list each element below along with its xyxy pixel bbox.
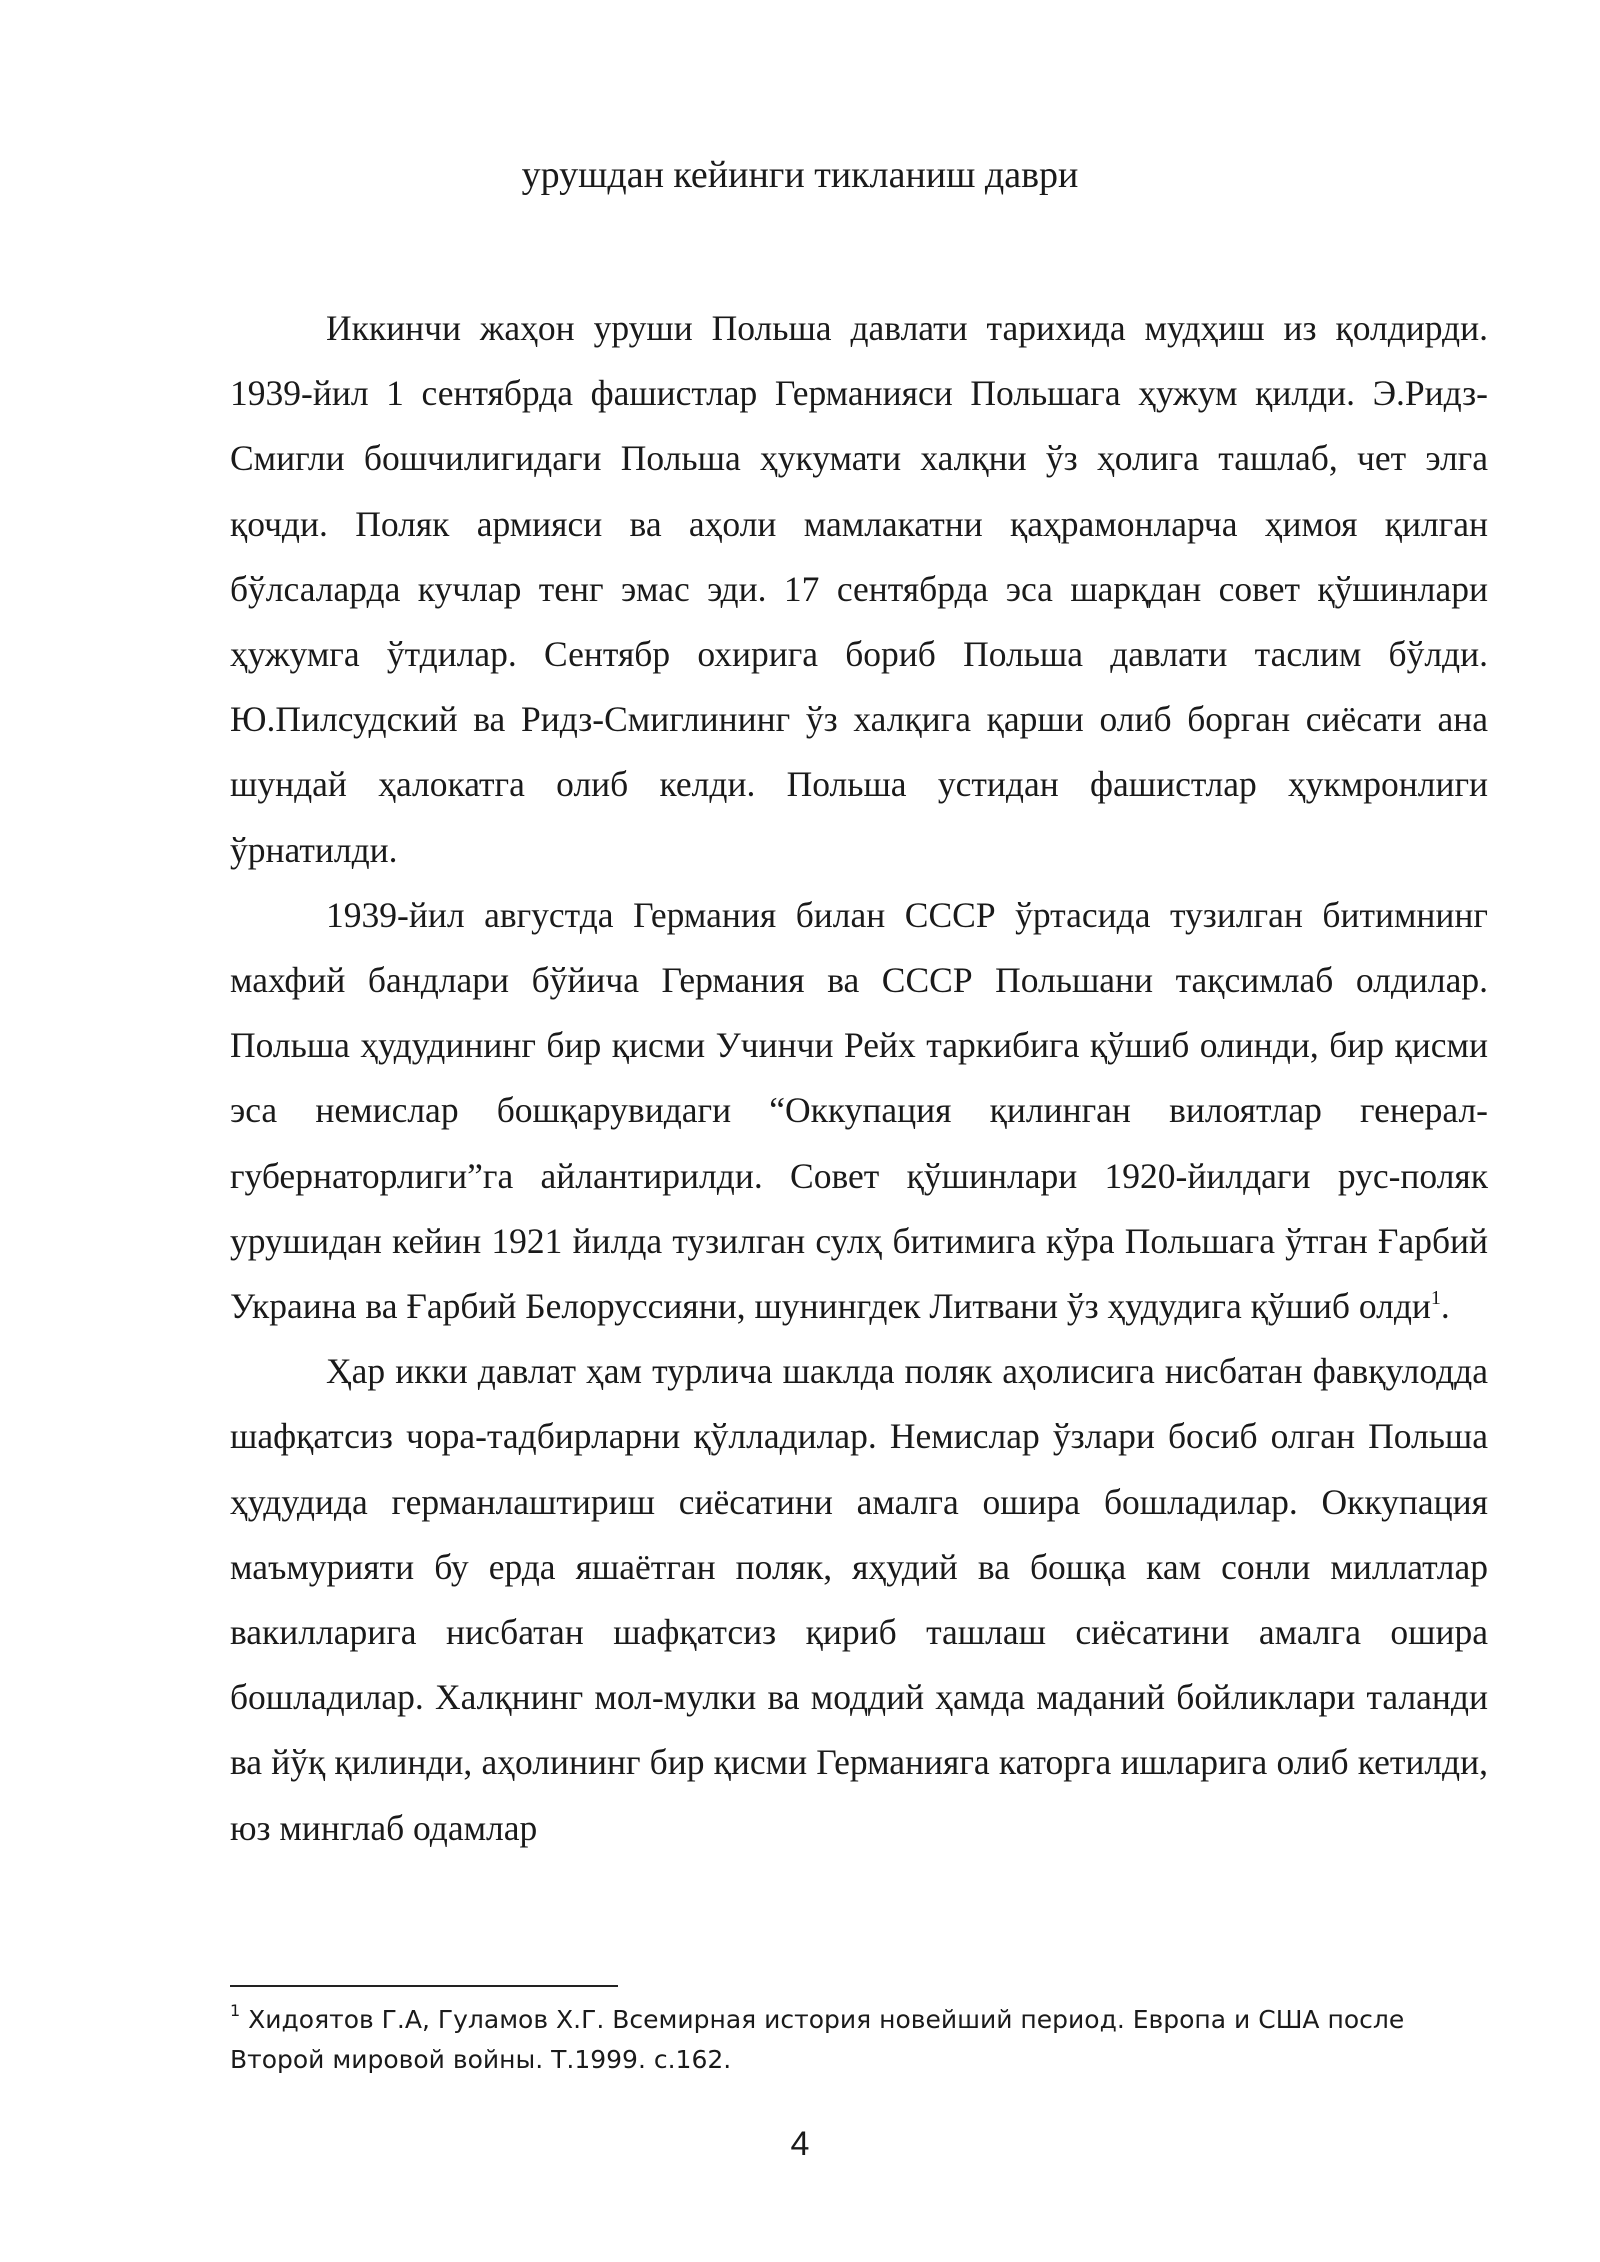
paragraph-1 [230, 296, 1488, 883]
paragraph-2-end: . [1440, 1286, 1450, 1327]
footnote-marker: 1 [230, 2001, 241, 2020]
footnote-text: Хидоятов Г.А, Гуламов Х.Г. Всемирная история новейший период. Европа и США после Второй мировой войны. Т.1999. с.162. [230, 2005, 1405, 2074]
paragraph-2-text: 1939-йил августда Германия билан СССР ўртасида тузилган битимнинг махфий бандлари бўйича Германия ва СССР Польшани тақсимлаб олдилар. Польша ҳудудининг бир қисми Учинчи Рейх таркибига қўшиб олинди, бир қисми эса немислар бошқарувидаги “Оккупация қилинган вилоятлар генерал-губернаторлиги”га айлантирилди. Совет қўшинлари 1920-йилдаги рус-поляк урушидан кейин 1921 йилда тузилган сулҳ битимига кўра Польшага ўтган Ғарбий Украина ва Ғарбий Белоруссияни, шунингдек Литвани ўз ҳудудига қўшиб олди [230, 894, 1488, 1327]
paragraph-1-text: Иккинчи жаҳон уруши Польша давлати тарихида мудҳиш из қолдирди. 1939-йил 1 сентябрда фашистлар Германияси Польшага ҳужум қилди. Э.Ридз-Смигли бошчилигидаги Польша ҳукумати халқни ўз ҳолига ташлаб, чет элга қочди. Поляк армияси ва аҳоли мамлакатни қаҳрамонларча ҳимоя қилган бўлсаларда кучлар тенг эмас эди. 17 сентябрда эса шарқдан совет қўшинлари ҳужумга ўтдилар. Сентябр охирига бориб Польша давлати таслим бўлди. Ю.Пилсудский ва Ридз-Смиглининг ўз халқига қарши олиб борган сиёсати ана шундай ҳалокатга олиб келди. Польша устидан фашистлар ҳукмронлиги ўрнатилди. [230, 308, 1488, 870]
paragraph-3-text: Ҳар икки давлат ҳам турлича шаклда поляк аҳолисига нисбатан фавқулодда шафқатсиз чора-тадбирларни қўлладилар. Немислар ўзлари босиб олган Польша ҳудудида германлаштириш сиёсатини амалга ошира бошладилар. Оккупация маъмурияти бу ерда яшаётган поляк, яҳудий ва бошқа кам сонли миллатлар вакилларига нисбатан шафқатсиз қириб ташлаш сиёсатини амалга ошира бошладилар. Халқнинг мол-мулки ва моддий ҳамда маданий бойликлари таланди ва йўқ қилинди, аҳолининг бир қисми Германияга каторга ишларига олиб кетилди, юз минглаб одамлар [230, 1351, 1488, 1848]
page-number: 4 [790, 2125, 810, 2163]
footnote-reference[interactable]: 1 [1430, 1287, 1441, 1310]
footnote [230, 2000, 1460, 2080]
paragraph-3 [230, 1339, 1488, 1861]
paragraph-2 [230, 883, 1488, 1339]
body-text [230, 296, 1488, 1861]
footnote-separator [230, 1985, 618, 1987]
section-heading: урушдан кейинги тикланиш даври [521, 154, 1079, 196]
